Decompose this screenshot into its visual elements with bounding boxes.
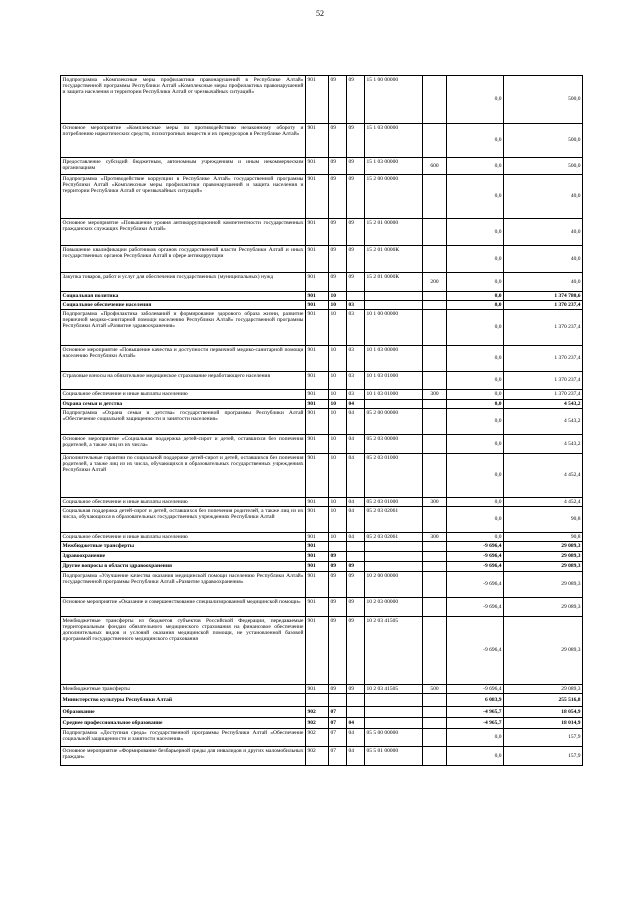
row-change-amount: -9 696,4	[447, 552, 504, 562]
row-subsection: 04	[347, 507, 365, 533]
row-change-amount: 0,0	[447, 400, 504, 409]
row-name: Среднее профессиональное образование	[61, 718, 306, 729]
row-total-amount: 29 089,3	[504, 542, 583, 552]
table-row	[61, 562, 583, 572]
row-grbs: 901	[306, 400, 329, 409]
row-name: Охрана семьи и детства	[61, 400, 306, 409]
row-name: Предоставление субсидий бюджетным, автономным учреждениям и иным некоммерческим организациям	[61, 158, 306, 175]
table-row	[61, 76, 583, 124]
row-grbs: 901	[306, 542, 329, 552]
row-expense-type	[423, 507, 447, 533]
table-row	[61, 310, 583, 346]
row-expense-type: 300	[423, 498, 447, 507]
row-change-amount: 0,0	[447, 76, 504, 124]
row-grbs: 901	[306, 346, 329, 372]
row-grbs: 901	[306, 390, 329, 400]
row-section: 09	[329, 175, 347, 219]
row-name: Подпрограмма «Доступная среда» государственной программы Республики Алтай «Обеспечение социальной защищенности и занятости населения»	[61, 729, 306, 747]
row-expense-type	[423, 598, 447, 617]
row-grbs: 902	[306, 707, 329, 718]
row-change-amount: 0,0	[447, 124, 504, 158]
budget-table-body	[61, 76, 583, 766]
row-grbs: 901	[306, 507, 329, 533]
row-section: 09	[329, 124, 347, 158]
row-target-article: 05 2 03 01000	[365, 454, 423, 498]
row-subsection	[347, 694, 365, 707]
table-row	[61, 454, 583, 498]
row-change-amount: 0,0	[447, 175, 504, 219]
row-change-amount: 0,0	[447, 747, 504, 766]
row-grbs: 902	[306, 747, 329, 766]
row-total-amount: 29 089,3	[504, 562, 583, 572]
row-subsection: 04	[347, 718, 365, 729]
row-section: 10	[329, 533, 347, 542]
row-target-article	[365, 718, 423, 729]
row-subsection	[347, 707, 365, 718]
row-total-amount: 90,8	[504, 507, 583, 533]
row-change-amount: 0,0	[447, 435, 504, 454]
row-expense-type	[423, 292, 447, 301]
row-expense-type: 200	[423, 273, 447, 292]
row-expense-type: 500	[423, 685, 447, 694]
row-subsection: 03	[347, 301, 365, 310]
row-section: 10	[329, 310, 347, 346]
row-total-amount: 40,0	[504, 246, 583, 273]
row-expense-type: 300	[423, 533, 447, 542]
row-subsection: 09	[347, 562, 365, 572]
table-row	[61, 572, 583, 598]
row-name: Основное мероприятие «Комплексные меры по противодействию незаконному обороту и потреблению наркотических средств, психотропных веществ и их прекурсоров в Республике Алтай»	[61, 124, 306, 158]
row-total-amount: 1 370 237,4	[504, 390, 583, 400]
row-expense-type	[423, 694, 447, 707]
row-total-amount: 1 370 237,4	[504, 346, 583, 372]
row-expense-type	[423, 246, 447, 273]
row-grbs: 901	[306, 562, 329, 572]
row-grbs: 901	[306, 310, 329, 346]
row-expense-type	[423, 707, 447, 718]
row-grbs: 901	[306, 372, 329, 390]
row-grbs: 901	[306, 273, 329, 292]
row-target-article: 10 1 03 00000	[365, 346, 423, 372]
row-total-amount: 157,9	[504, 729, 583, 747]
row-name: Дополнительные гарантии по социальной поддержке детей-сирот и детей, оставшихся без попечения родителей, а также лиц из их числа, обучающихся в образовательных государственных учреждениях Республики Алтай	[61, 454, 306, 498]
row-name: Основное мероприятие «Формирование безбарьерной среды для инвалидов и других маломобильных граждан»	[61, 747, 306, 766]
table-row	[61, 390, 583, 400]
table-row	[61, 175, 583, 219]
row-section: 10	[329, 507, 347, 533]
row-section: 10	[329, 498, 347, 507]
row-section: 10	[329, 372, 347, 390]
row-grbs: 901	[306, 175, 329, 219]
row-section: 07	[329, 747, 347, 766]
row-grbs: 901	[306, 572, 329, 598]
row-change-amount: 0,0	[447, 246, 504, 273]
row-total-amount: 500,0	[504, 76, 583, 124]
row-name: Основное мероприятие «Повышение уровня антикоррупционной компетентности государственных гражданских служащих Республики Алтай»	[61, 219, 306, 246]
row-total-amount: 1 370 237,4	[504, 301, 583, 310]
row-name: Повышение квалификации работников органов государственной власти Республики Алтай и иных государственных органов Республики Алтай в сфере антикоррупции	[61, 246, 306, 273]
row-name: Социальная поддержка детей-сирот и детей, оставшихся без попечения родителей, а также лиц из их числа, обучающихся в образовательных государственных учреждениях Республики Алтай	[61, 507, 306, 533]
table-row	[61, 435, 583, 454]
row-change-amount: -9 696,4	[447, 685, 504, 694]
row-change-amount: 0,0	[447, 158, 504, 175]
table-row	[61, 346, 583, 372]
row-section: 09	[329, 158, 347, 175]
budget-table	[60, 75, 583, 766]
row-grbs: 901	[306, 246, 329, 273]
row-target-article	[365, 694, 423, 707]
row-change-amount: -9 696,4	[447, 598, 504, 617]
row-total-amount: 29 089,3	[504, 572, 583, 598]
row-change-amount: -9 696,4	[447, 617, 504, 685]
row-total-amount: 29 089,3	[504, 598, 583, 617]
row-subsection: 09	[347, 246, 365, 273]
table-row	[61, 542, 583, 552]
row-section: 10	[329, 435, 347, 454]
row-grbs: 901	[306, 124, 329, 158]
row-total-amount: 29 089,3	[504, 617, 583, 685]
row-grbs: 901	[306, 598, 329, 617]
row-section	[329, 694, 347, 707]
row-expense-type	[423, 454, 447, 498]
row-target-article: 15 1 00 00000	[365, 76, 423, 124]
row-expense-type	[423, 400, 447, 409]
row-section: 09	[329, 685, 347, 694]
row-change-amount: 0,0	[447, 219, 504, 246]
row-subsection: 04	[347, 498, 365, 507]
table-row	[61, 533, 583, 542]
row-expense-type	[423, 76, 447, 124]
row-section: 09	[329, 273, 347, 292]
table-row	[61, 124, 583, 158]
table-row	[61, 685, 583, 694]
row-grbs	[306, 694, 329, 707]
row-total-amount: 40,0	[504, 175, 583, 219]
row-subsection: 09	[347, 572, 365, 598]
row-grbs: 902	[306, 729, 329, 747]
row-section: 09	[329, 246, 347, 273]
row-grbs: 901	[306, 685, 329, 694]
table-row	[61, 292, 583, 301]
row-target-article: 10 1 03 01000	[365, 372, 423, 390]
row-target-article: 05 2 03 02061	[365, 507, 423, 533]
row-total-amount: 29 089,3	[504, 685, 583, 694]
row-name: Подпрограмма «Противодействие коррупции в Республике Алтай» государственной программы Республики Алтай «Комплексные меры профилактики правонарушений и защита населения и территории Республики Алтай от чрезвычайных ситуаций»	[61, 175, 306, 219]
row-subsection: 04	[347, 533, 365, 542]
row-subsection: 09	[347, 175, 365, 219]
row-expense-type	[423, 409, 447, 435]
row-total-amount: 1 370 237,4	[504, 310, 583, 346]
table-row	[61, 729, 583, 747]
row-target-article: 10 1 00 00000	[365, 310, 423, 346]
row-grbs: 901	[306, 301, 329, 310]
row-subsection: 04	[347, 435, 365, 454]
row-name: Подпрограмма «Улучшение качества оказания медицинской помощи населению Республики Алтай» государственной программы Республики Алтай «Развитие здравоохранения»	[61, 572, 306, 598]
row-name: Министерство культуры Республики Алтай	[61, 694, 306, 707]
row-total-amount: 18 054,9	[504, 707, 583, 718]
table-row	[61, 372, 583, 390]
row-change-amount: -9 696,4	[447, 562, 504, 572]
row-name: Социальное обеспечение и иные выплаты населению	[61, 533, 306, 542]
row-name: Основное мероприятие «Повышение качества и доступности первичной медико-санитарной помощи населению Республики Алтай»	[61, 346, 306, 372]
row-grbs: 901	[306, 409, 329, 435]
row-change-amount: 0,0	[447, 273, 504, 292]
row-name: Подпрограмма «Профилактика заболеваний и формирование здорового образа жизни, развитие первичной медико-санитарной помощи населению Республики Алтай» государственной программы Республики Алтай «Развитие здравоохранения»	[61, 310, 306, 346]
row-change-amount: 0,0	[447, 533, 504, 542]
row-name: Страховые взносы на обязательное медицинское страхование неработающего населения	[61, 372, 306, 390]
row-subsection: 09	[347, 124, 365, 158]
row-name: Межбюджетные трансферты	[61, 542, 306, 552]
row-target-article: 15 2 01 00000	[365, 219, 423, 246]
row-expense-type	[423, 729, 447, 747]
row-change-amount: 0,0	[447, 346, 504, 372]
row-total-amount: 255 516,8	[504, 694, 583, 707]
row-section: 10	[329, 454, 347, 498]
row-name: Межбюджетные трансферты	[61, 685, 306, 694]
row-section: 10	[329, 400, 347, 409]
row-name: Социальное обеспечение населения	[61, 301, 306, 310]
row-target-article: 15 2 00 00000	[365, 175, 423, 219]
row-grbs: 901	[306, 76, 329, 124]
row-target-article	[365, 400, 423, 409]
row-change-amount: 0,0	[447, 507, 504, 533]
row-expense-type	[423, 562, 447, 572]
row-target-article	[365, 562, 423, 572]
row-section: 09	[329, 562, 347, 572]
row-subsection	[347, 542, 365, 552]
row-grbs: 901	[306, 498, 329, 507]
row-name: Основное мероприятие «Оказание и совершенствование специализированной медицинской помощи»	[61, 598, 306, 617]
row-name: Здравоохранение	[61, 552, 306, 562]
row-target-article: 05 5 00 00000	[365, 729, 423, 747]
row-name: Другие вопросы в области здравоохранения	[61, 562, 306, 572]
table-row	[61, 507, 583, 533]
row-section: 07	[329, 718, 347, 729]
row-total-amount: 157,9	[504, 747, 583, 766]
row-total-amount: 40,0	[504, 219, 583, 246]
row-target-article	[365, 707, 423, 718]
row-expense-type	[423, 552, 447, 562]
row-name: Основное мероприятие «Социальная поддержка детей-сирот и детей, оставшихся без попечения родителей, а также лиц из их числа»	[61, 435, 306, 454]
row-subsection: 09	[347, 76, 365, 124]
row-target-article: 15 2 01 0000К	[365, 246, 423, 273]
row-name: Подпрограмма «Комплексные меры профилактики правонарушений в Республике Алтай» государственной программы Республики Алтай «Комплексные меры профилактика правонарушений и защита населения и территории Республики Алтай от чрезвычайных ситуаций»	[61, 76, 306, 124]
row-subsection: 09	[347, 273, 365, 292]
row-target-article: 10 1 03 01000	[365, 390, 423, 400]
row-expense-type: 300	[423, 390, 447, 400]
row-grbs: 902	[306, 718, 329, 729]
row-section: 10	[329, 390, 347, 400]
row-section: 09	[329, 617, 347, 685]
row-section: 07	[329, 729, 347, 747]
row-section: 07	[329, 707, 347, 718]
row-target-article: 15 2 01 0000К	[365, 273, 423, 292]
row-target-article	[365, 542, 423, 552]
row-subsection: 03	[347, 390, 365, 400]
table-row	[61, 498, 583, 507]
row-target-article: 10 2 00 00000	[365, 572, 423, 598]
row-grbs: 901	[306, 617, 329, 685]
table-row	[61, 400, 583, 409]
row-grbs: 901	[306, 435, 329, 454]
row-name: Социальное обеспечение и иные выплаты населению	[61, 498, 306, 507]
row-target-article: 05 2 03 01000	[365, 498, 423, 507]
row-subsection: 03	[347, 346, 365, 372]
row-change-amount: 0,0	[447, 310, 504, 346]
row-grbs: 901	[306, 454, 329, 498]
row-expense-type	[423, 617, 447, 685]
row-expense-type	[423, 310, 447, 346]
row-expense-type	[423, 718, 447, 729]
row-target-article: 10 2 03 41505	[365, 617, 423, 685]
row-total-amount: 18 014,9	[504, 718, 583, 729]
row-subsection: 09	[347, 219, 365, 246]
table-row	[61, 718, 583, 729]
row-total-amount: 4 452,4	[504, 498, 583, 507]
row-expense-type	[423, 372, 447, 390]
table-row	[61, 301, 583, 310]
row-name: Подпрограмма «Охрана семьи и детства» государственной программы Республики Алтай «Обеспечение социальной защищенности и занятости населения»	[61, 409, 306, 435]
row-target-article: 15 1 03 00000	[365, 158, 423, 175]
row-subsection	[347, 292, 365, 301]
table-row	[61, 694, 583, 707]
row-change-amount: -4 965,7	[447, 707, 504, 718]
row-section: 10	[329, 346, 347, 372]
row-change-amount: 0,0	[447, 390, 504, 400]
row-change-amount: -9 696,4	[447, 572, 504, 598]
row-name: Межбюджетные трансферты из бюджетов субъектов Российской Федерации, передаваемые территориальным фондам обязательного медицинского страхования на финансовое обеспечение дополнительных видов и условий оказания медицинской помощи, не установленной базовой программой государственного медицинского страхования	[61, 617, 306, 685]
row-expense-type	[423, 301, 447, 310]
row-expense-type	[423, 747, 447, 766]
row-subsection	[347, 552, 365, 562]
row-section: 09	[329, 219, 347, 246]
row-name: Социальная политика	[61, 292, 306, 301]
row-subsection: 04	[347, 729, 365, 747]
row-change-amount: -9 696,4	[447, 542, 504, 552]
row-total-amount: 4 543,2	[504, 409, 583, 435]
row-total-amount: 40,0	[504, 273, 583, 292]
row-expense-type	[423, 542, 447, 552]
row-grbs: 901	[306, 552, 329, 562]
row-target-article: 10 2 03 41505	[365, 685, 423, 694]
table-row	[61, 246, 583, 273]
row-target-article: 05 2 03 00000	[365, 435, 423, 454]
row-change-amount: 0,0	[447, 372, 504, 390]
row-subsection: 09	[347, 685, 365, 694]
row-total-amount: 4 543,2	[504, 400, 583, 409]
row-section: 09	[329, 598, 347, 617]
row-change-amount: 0,0	[447, 454, 504, 498]
row-target-article	[365, 301, 423, 310]
row-total-amount: 500,0	[504, 158, 583, 175]
row-section: 09	[329, 572, 347, 598]
row-subsection: 04	[347, 454, 365, 498]
row-subsection: 04	[347, 409, 365, 435]
row-target-article	[365, 552, 423, 562]
table-row	[61, 747, 583, 766]
row-target-article: 05 2 00 00000	[365, 409, 423, 435]
row-change-amount: 0,0	[447, 498, 504, 507]
page-number: 52	[316, 9, 324, 18]
row-change-amount: 0,0	[447, 729, 504, 747]
row-section: 10	[329, 409, 347, 435]
row-name: Социальное обеспечение и иные выплаты населению	[61, 390, 306, 400]
row-name: Закупка товаров, работ и услуг для обеспечения государственных (муниципальных) нужд	[61, 273, 306, 292]
table-row	[61, 273, 583, 292]
row-section: 09	[329, 552, 347, 562]
row-subsection: 03	[347, 310, 365, 346]
row-grbs: 901	[306, 158, 329, 175]
row-section	[329, 542, 347, 552]
row-total-amount: 500,0	[504, 124, 583, 158]
table-row	[61, 598, 583, 617]
row-target-article: 10 2 03 00000	[365, 598, 423, 617]
row-target-article: 15 1 03 00000	[365, 124, 423, 158]
row-subsection: 03	[347, 372, 365, 390]
row-total-amount: 1 374 780,6	[504, 292, 583, 301]
table-row	[61, 219, 583, 246]
row-change-amount: 6 083,9	[447, 694, 504, 707]
row-expense-type	[423, 346, 447, 372]
row-subsection: 09	[347, 598, 365, 617]
row-expense-type	[423, 572, 447, 598]
row-section: 10	[329, 301, 347, 310]
row-subsection: 09	[347, 158, 365, 175]
row-total-amount: 29 089,3	[504, 552, 583, 562]
row-section: 10	[329, 292, 347, 301]
table-row	[61, 552, 583, 562]
row-target-article: 05 2 03 02061	[365, 533, 423, 542]
row-total-amount: 90,8	[504, 533, 583, 542]
row-name: Образование	[61, 707, 306, 718]
row-target-article: 05 5 01 00000	[365, 747, 423, 766]
row-subsection: 04	[347, 747, 365, 766]
table-row	[61, 158, 583, 175]
row-subsection: 04	[347, 400, 365, 409]
row-expense-type	[423, 124, 447, 158]
row-grbs: 901	[306, 292, 329, 301]
row-grbs: 901	[306, 219, 329, 246]
table-row	[61, 707, 583, 718]
row-total-amount: 1 370 237,4	[504, 372, 583, 390]
table-row	[61, 617, 583, 685]
row-change-amount: 0,0	[447, 301, 504, 310]
row-change-amount: 0,0	[447, 292, 504, 301]
row-expense-type	[423, 175, 447, 219]
row-expense-type	[423, 435, 447, 454]
row-target-article	[365, 292, 423, 301]
row-total-amount: 4 452,4	[504, 454, 583, 498]
table-row	[61, 409, 583, 435]
row-subsection: 09	[347, 617, 365, 685]
row-total-amount: 4 543,2	[504, 435, 583, 454]
row-section: 09	[329, 76, 347, 124]
row-expense-type	[423, 219, 447, 246]
row-expense-type: 600	[423, 158, 447, 175]
row-grbs: 901	[306, 533, 329, 542]
row-change-amount: -4 965,7	[447, 718, 504, 729]
row-change-amount: 0,0	[447, 409, 504, 435]
